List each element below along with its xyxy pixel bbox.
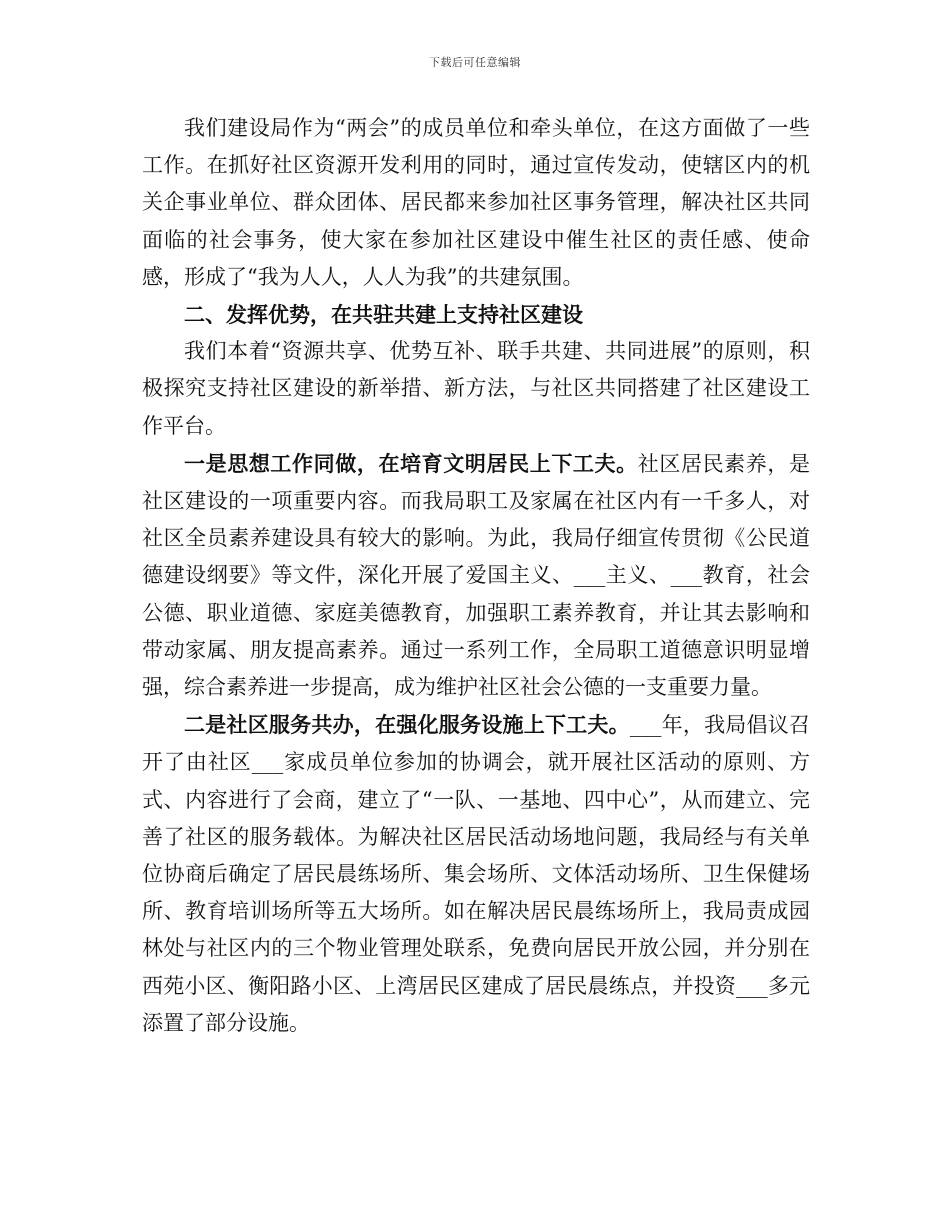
paragraph-3 — [142, 445, 810, 706]
document-body — [142, 110, 810, 1042]
section-heading-2: 二、发挥优势，在共驻共建上支持社区建设 — [184, 302, 583, 328]
paragraph-3-body: 社区居民素养，是社区建设的一项重要内容。而我局职工及家属在社区内有一千多人，对社区全员素养建设具有较大的影响。为此，我局仔细宣传贯彻《公民道德建设纲要》等文件，深化开展了爱国主义、___主义、___教育，社会公德、职业道德、家庭美德教育，加强职工素养教育，并让其去影响和带动家属、朋友提高素养。通过一系列工作，全局职工道德意识明显增强，综合素养进一步提高，成为维护社区社会公德的一支重要力量。 — [142, 451, 810, 700]
paragraph-1: 我们建设局作为“两会”的成员单位和牵头单位，在这方面做了一些工作。在抓好社区资源开发利用的同时，通过宣传发动，使辖区内的机关企事业单位、群众团体、居民都来参加社区事务管理，解决社区共同面临的社会事务，使大家在参加社区建设中催生社区的责任感、使命感，形成了“我为人人，人人为我”的共建氛围。 — [142, 116, 810, 289]
paragraph-4-lead: 二是社区服务共办，在强化服务设施上下工夫。 — [184, 712, 630, 738]
page-header-note: 下载后可任意编辑 — [429, 56, 521, 69]
paragraph-3-lead: 一是思想工作同做，在培育文明居民上下工夫。 — [184, 450, 638, 476]
paragraph-4 — [142, 706, 810, 1042]
paragraph-4-body: ___年，我局倡议召开了由社区___家成员单位参加的协调会，就开展社区活动的原则、方式、内容进行了会商，建立了“一队、一基地、四中心”，从而建立、完善了社区的服务载体。为解决社区居民活动场地问题，我局经与有关单位协商后确定了居民晨练场所、集会场所、文体活动场所、卫生保健场所、教育培训场所等五大场所。如在解决居民晨练场所上，我局责成园林处与社区内的三个物业管理处联系，免费向居民开放公园，并分别在西苑小区、衡阳路小区、上湾居民区建成了居民晨练点，并投资___多元添置了部分设施。 — [142, 713, 810, 1035]
paragraph-2: 我们本着“资源共享、优势互补、联手共建、共同进展”的原则，积极探究支持社区建设的新举措、新方法，与社区共同搭建了社区建设工作平台。 — [142, 339, 810, 438]
